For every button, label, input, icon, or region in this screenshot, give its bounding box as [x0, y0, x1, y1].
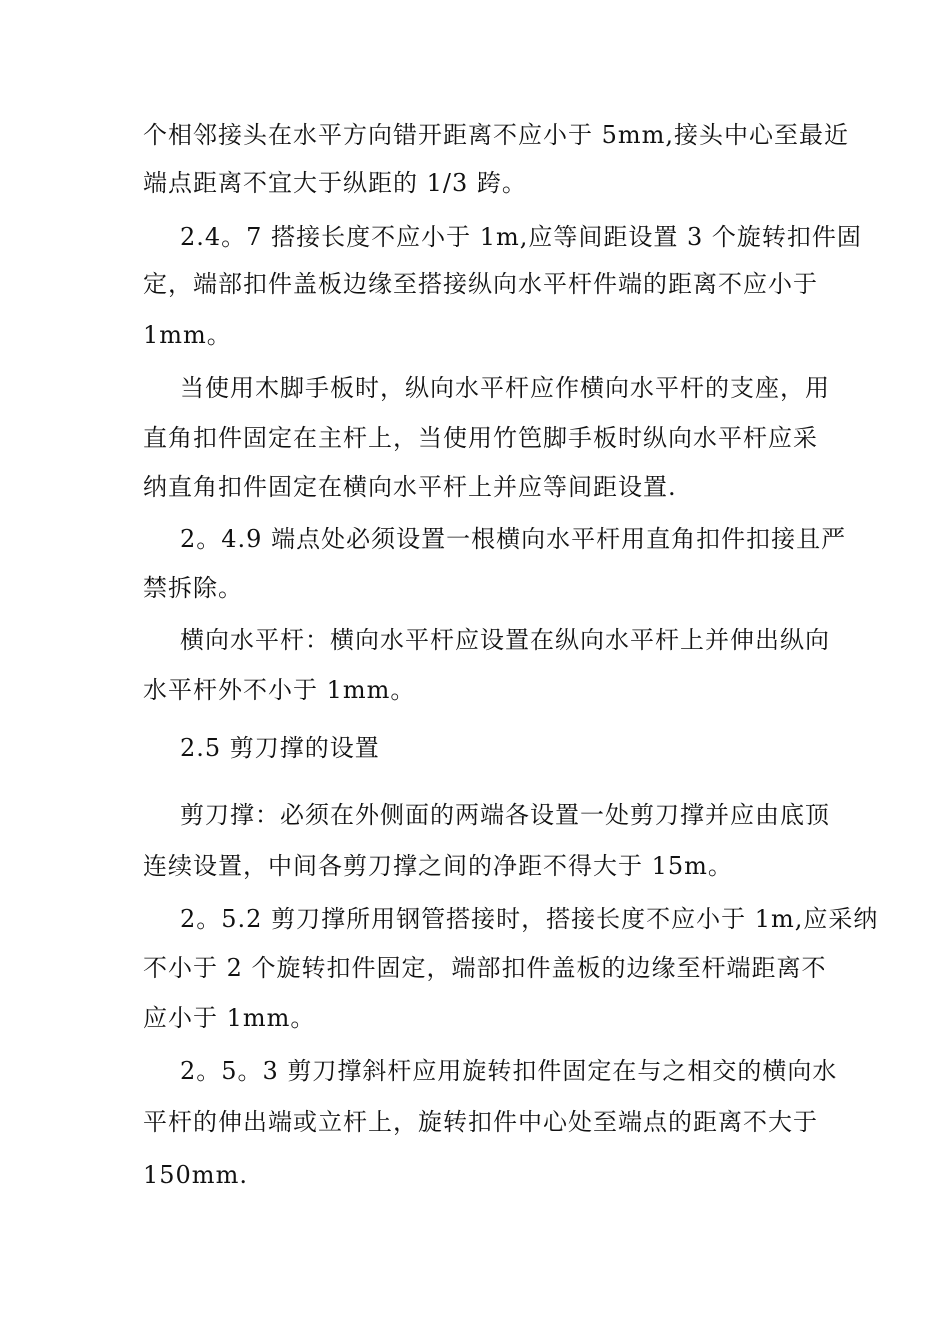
text-line: 应小于 1mm。	[143, 1004, 316, 1032]
paragraph-first-line: 2。5.2 剪刀撑所用钢管搭接时，搭接长度不应小于 1m,应采纳	[180, 905, 879, 933]
text-line: 150mm.	[143, 1161, 248, 1189]
text-line: 纳直角扣件固定在横向水平杆上并应等间距设置.	[143, 473, 677, 501]
text-line: 连续设置，中间各剪刀撑之间的净距不得大于 15m。	[143, 852, 733, 880]
text-line: 个相邻接头在水平方向错开距离不应小于 5mm,接头中心至最近	[143, 121, 850, 149]
section-heading: 2.5 剪刀撑的设置	[180, 734, 380, 762]
text-line: 禁拆除。	[143, 574, 243, 602]
paragraph-first-line: 剪刀撑：必须在外侧面的两端各设置一处剪刀撑并应由底顶	[180, 801, 830, 829]
text-line: 1mm。	[143, 321, 232, 349]
paragraph-first-line: 横向水平杆：横向水平杆应设置在纵向水平杆上并伸出纵向	[180, 626, 830, 654]
text-line: 直角扣件固定在主杆上，当使用竹笆脚手板时纵向水平杆应采	[143, 424, 818, 452]
paragraph-first-line: 2。5。3 剪刀撑斜杆应用旋转扣件固定在与之相交的横向水	[180, 1057, 838, 1085]
text-line: 定，端部扣件盖板边缘至搭接纵向水平杆件端的距离不应小于	[143, 270, 818, 298]
paragraph-first-line: 当使用木脚手板时，纵向水平杆应作横向水平杆的支座，用	[180, 374, 830, 402]
text-line: 水平杆外不小于 1mm。	[143, 676, 416, 704]
paragraph-first-line: 2.4。7 搭接长度不应小于 1m,应等间距设置 3 个旋转扣件固	[180, 223, 862, 251]
text-line: 端点距离不宜大于纵距的 1/3 跨。	[143, 169, 527, 197]
text-line: 不小于 2 个旋转扣件固定，端部扣件盖板的边缘至杆端距离不	[143, 954, 827, 982]
text-line: 平杆的伸出端或立杆上，旋转扣件中心处至端点的距离不大于	[143, 1108, 818, 1136]
paragraph-first-line: 2。4.9 端点处必须设置一根横向水平杆用直角扣件扣接且严	[180, 525, 847, 553]
